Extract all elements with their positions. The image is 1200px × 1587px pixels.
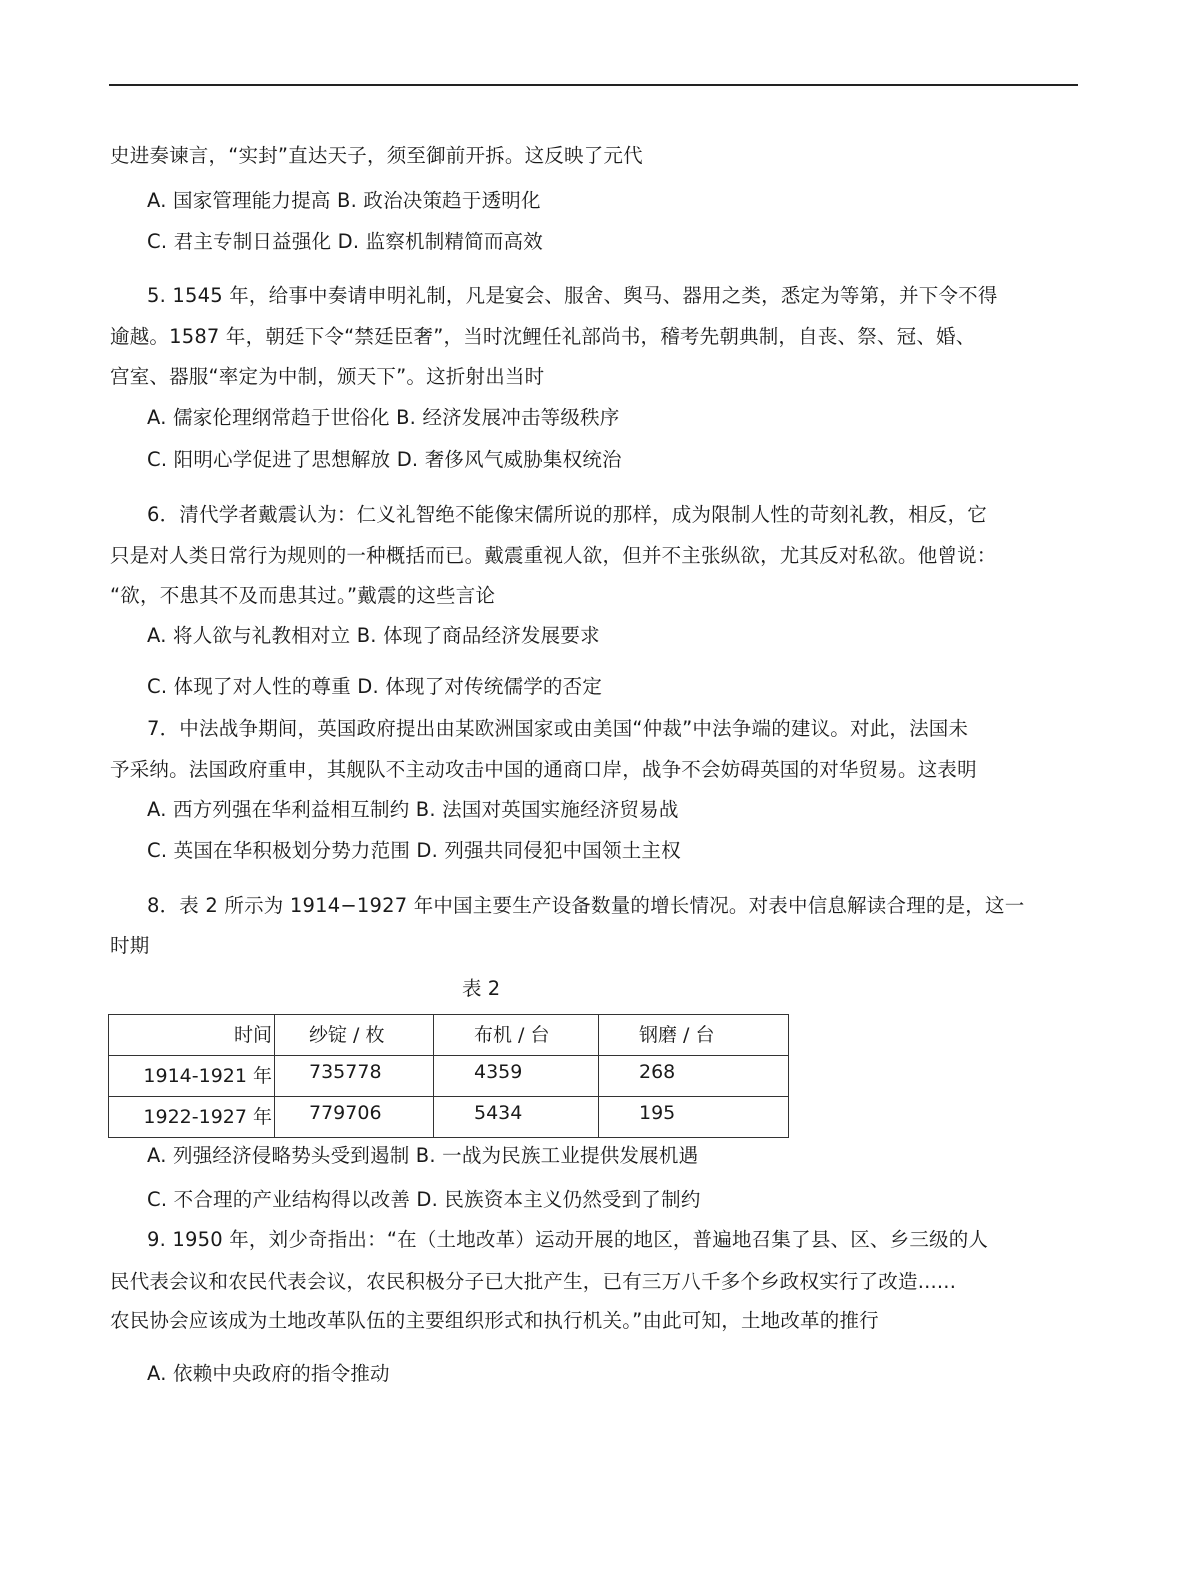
q5-stem-line-2: 逾越。1587 年，朝廷下令“禁廷臣奢”，当时沈鲤任礼部尚书，稽考先朝典制，自丧、祭、冠、婚、 [110, 325, 976, 348]
table-row [109, 1097, 789, 1138]
table-cell: 1914-1921 年 [109, 1056, 275, 1097]
q8-options-ab: A. 列强经济侵略势头受到遏制 B. 一战为民族工业提供发展机遇 [147, 1144, 699, 1167]
q6-stem-line-3: “欲，不患其不及而患其过。”戴震的这些言论 [110, 584, 496, 607]
q8-options-cd: C. 不合理的产业结构得以改善 D. 民族资本主义仍然受到了制约 [147, 1188, 701, 1211]
table-cell: 779706 [275, 1097, 434, 1138]
table-cell: 735778 [275, 1056, 434, 1097]
q7-stem-line-1: 7．中法战争期间，英国政府提出由某欧洲国家或由美国“仲裁”中法争端的建议。对此，法国未 [147, 717, 969, 740]
q6-stem-line-2: 只是对人类日常行为规则的一种概括而已。戴震重视人欲，但并不主张纵欲，尤其反对私欲。他曾说： [110, 544, 997, 567]
equipment-table [108, 1014, 789, 1138]
table-header-row [109, 1015, 789, 1056]
q5-stem-line-3: 宫室、器服“率定为中制，颁天下”。这折射出当时 [110, 365, 545, 388]
table-header-cell: 布机 / 台 [434, 1015, 599, 1056]
table-caption: 表 2 [462, 977, 501, 1000]
q9-stem-line-1: 9. 1950 年，刘少奇指出：“在（土地改革）运动开展的地区，普遍地召集了县、区、乡三级的人 [147, 1228, 989, 1251]
table-cell: 4359 [434, 1056, 599, 1097]
header-rule [109, 84, 1078, 86]
table-cell: 268 [599, 1056, 789, 1097]
q7-options-ab: A. 西方列强在华利益相互制约 B. 法国对英国实施经济贸易战 [147, 798, 679, 821]
q8-stem-line-2: 时期 [110, 934, 150, 957]
q5-stem-line-1: 5. 1545 年，给事中奏请申明礼制，凡是宴会、服舍、舆马、器用之类，悉定为等第，并下令不得 [147, 284, 998, 307]
q9-stem-line-2: 民代表会议和农民代表会议，农民积极分子已大批产生，已有三万八千多个乡政权实行了改造...... [110, 1270, 957, 1293]
q7-options-cd: C. 英国在华积极划分势力范围 D. 列强共同侵犯中国领土主权 [147, 839, 681, 862]
q9-option-a: A. 依赖中央政府的指令推动 [147, 1362, 390, 1385]
table-row [109, 1056, 789, 1097]
q9-stem-line-3: 农民协会应该成为土地改革队伍的主要组织形式和执行机关。”由此可知，土地改革的推行 [110, 1309, 879, 1332]
q6-options-cd: C. 体现了对人性的尊重 D. 体现了对传统儒学的否定 [147, 675, 603, 698]
q6-stem-line-1: 6．清代学者戴震认为：仁义礼智绝不能像宋儒所说的那样，成为限制人性的苛刻礼教，相反，它 [147, 503, 988, 526]
table-cell: 1922-1927 年 [109, 1097, 275, 1138]
q8-stem-line-1: 8．表 2 所示为 1914−1927 年中国主要生产设备数量的增长情况。对表中信息解读合理的是，这一 [147, 894, 1025, 917]
q4-options-ab: A. 国家管理能力提高 B. 政治决策趋于透明化 [147, 189, 541, 212]
q5-options-ab: A. 儒家伦理纲常趋于世俗化 B. 经济发展冲击等级秩序 [147, 406, 620, 429]
table-cell: 5434 [434, 1097, 599, 1138]
table-header-cell: 纱锭 / 枚 [275, 1015, 434, 1056]
q6-options-ab: A. 将人欲与礼教相对立 B. 体现了商品经济发展要求 [147, 624, 600, 647]
table-cell: 195 [599, 1097, 789, 1138]
q5-options-cd: C. 阳明心学促进了思想解放 D. 奢侈风气威胁集权统治 [147, 448, 622, 471]
q4-options-cd: C. 君主专制日益强化 D. 监察机制精简而高效 [147, 230, 543, 253]
table-header-cell: 钢磨 / 台 [599, 1015, 789, 1056]
q7-stem-line-2: 予采纳。法国政府重申，其舰队不主动攻击中国的通商口岸，战争不会妨碍英国的对华贸易。这表明 [110, 758, 977, 781]
q4-stem-line: 史进奏谏言，“实封”直达天子，须至御前开拆。这反映了元代 [110, 144, 643, 167]
table-header-cell: 时间 [109, 1015, 275, 1056]
